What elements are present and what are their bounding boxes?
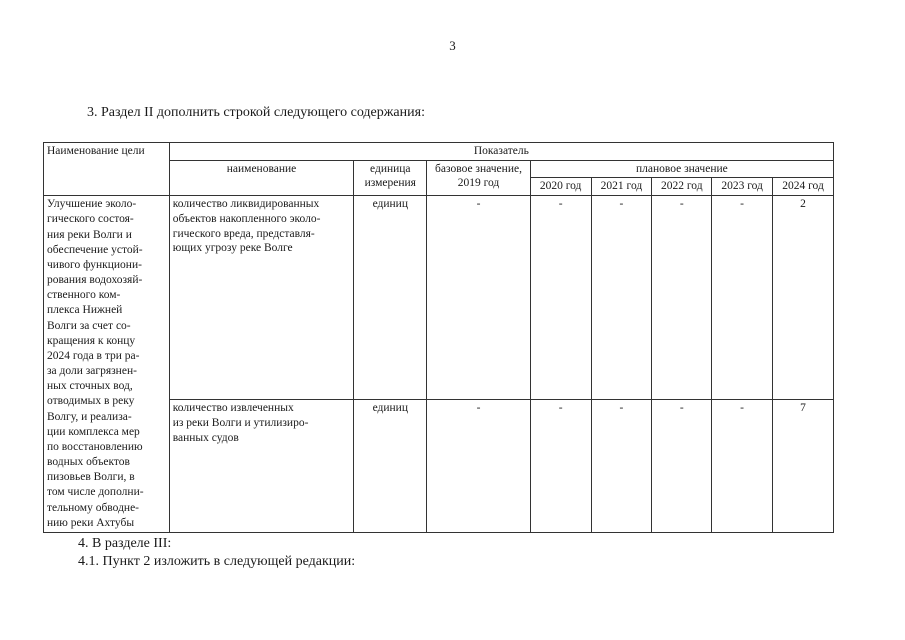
header-year-2024: 2024 год (773, 178, 834, 196)
row-1-2021: - (591, 196, 652, 400)
header-goal-name: Наименование цели (44, 143, 170, 196)
header-year-2020: 2020 год (530, 178, 591, 196)
header-indicator: Показатель (169, 143, 833, 161)
header-name: наименование (169, 160, 354, 195)
row-1-2022: - (652, 196, 712, 400)
row-1-base: - (427, 196, 530, 400)
row-2-name: количество извлеченных из реки Волги и утилизиро- ванных судов (169, 400, 354, 533)
row-2-2023: - (712, 400, 773, 533)
row-1-2023: - (712, 196, 773, 400)
header-year-2022: 2022 год (652, 178, 712, 196)
header-planned-value: плановое значение (530, 160, 833, 178)
header-year-2021: 2021 год (591, 178, 652, 196)
page-number: 3 (449, 38, 456, 53)
row-2-2021: - (591, 400, 652, 533)
row-2-2024: 7 (773, 400, 834, 533)
row-1-2024: 2 (773, 196, 834, 400)
header-unit: единица измерения (354, 160, 427, 195)
row-2-2020: - (530, 400, 591, 533)
row-1-unit: единиц (354, 196, 427, 400)
row-2-base: - (427, 400, 530, 533)
goal-text: Улучшение эколо- гического состоя- ния реки Волги и обеспечение устой- чивого функциони- рования водохозяй- ственного ком- плекса Нижней Волги за счет со- кращения к концу 2024 года в три ра- за доли загрязнен- ных сточных вод, отводимых в реку Волгу, и реализа- ции комплекса мер по восстановлению водных объектов пизовьев Волги, в том числе дополни- тельному обводне- нию реки Ахтубы (44, 196, 170, 533)
table-row (44, 196, 834, 400)
header-base-value: базовое значение, 2019 год (427, 160, 530, 195)
section-three-heading: 4. В разделе III: (78, 536, 172, 551)
row-1-2020: - (530, 196, 591, 400)
row-2-unit: единиц (354, 400, 427, 533)
item-four-one: 4.1. Пункт 2 изложить в следующей редакции: (78, 554, 356, 569)
row-2-2022: - (652, 400, 712, 533)
intro-paragraph: 3. Раздел II дополнить строкой следующего содержания: (87, 105, 425, 120)
indicators-table (43, 142, 834, 533)
header-year-2023: 2023 год (712, 178, 773, 196)
row-1-name: количество ликвидированных объектов накопленного эколо- гического вреда, представля- ющих угрозу реке Волге (169, 196, 354, 400)
